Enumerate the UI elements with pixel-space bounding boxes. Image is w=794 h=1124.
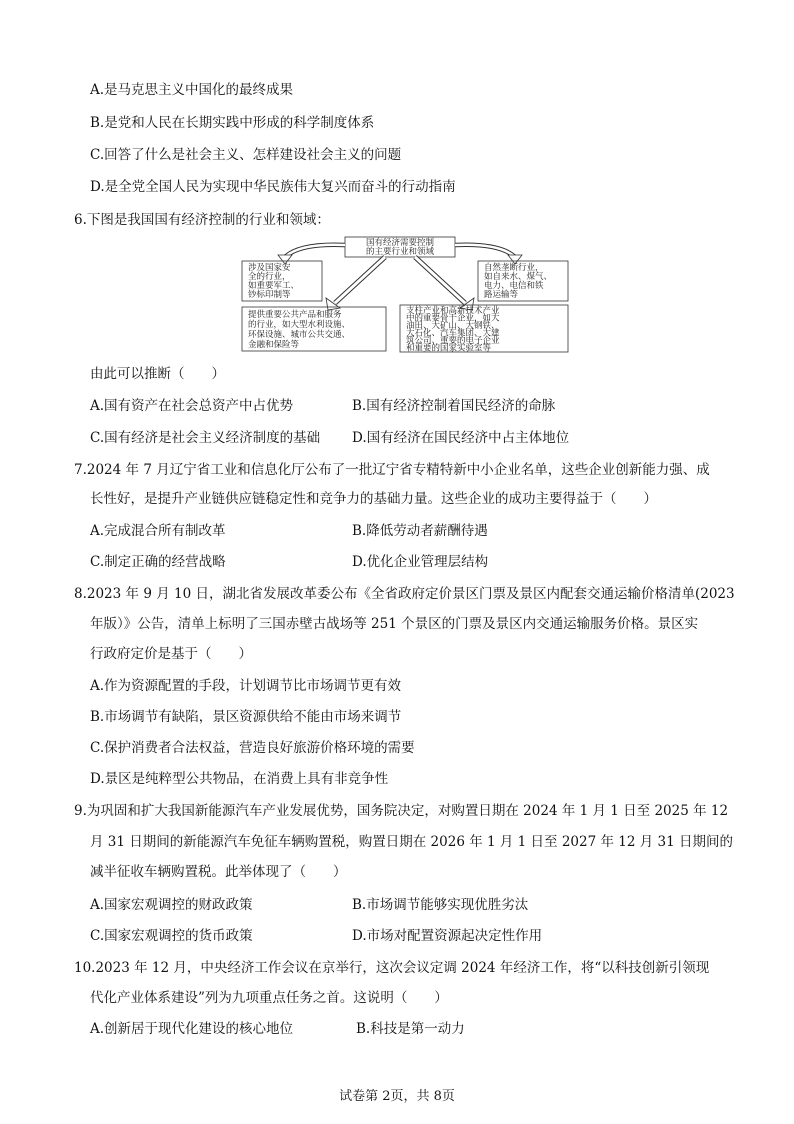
diagram-bottom-left-line3: 环保设施、城市公共交通、 [248,330,351,340]
q7-line2: 长性好，是提升产业链供应链稳定性和竞争力的基础力量。这些企业的成功主要得益于（ ） [90,491,657,507]
q8-option-a: A.作为资源配置的手段，计划调节比市场调节更有效 [90,678,402,694]
q6-option-b: B.国有经济控制着国民经济的命脉 [352,398,556,414]
diagram-left-line4: 钞标印制等 [248,290,291,300]
q7-option-a: A.完成混合所有制改革 [90,523,226,539]
q9-option-a: A.国家宏观调控的财政政策 [90,897,253,913]
diagram-bottom-right-line2: 中的重要骨干企业，如大 [406,313,500,324]
q7-option-b: B.降低劳动者薪酬待遇 [352,523,488,539]
q8-line1: 8.2023 年 9 月 10 日，湖北省发展改革委公布《全省政府定价景区门票及景区内配套交通运输价格清单(2023 [74,586,735,602]
q5-option-c: C.回答了什么是社会主义、怎样建设社会主义的问题 [90,147,402,163]
q9-line3: 减半征收车辆购置税。此举体现了（ ） [90,864,347,880]
q5-option-a: A.是马克思主义中国化的最终成果 [90,82,294,98]
q10-option-b: B.科技是第一动力 [356,1021,465,1037]
diagram-bottom-right-line5: 筑公司、重要的电子企业 [406,336,500,346]
diagram-bottom-right-line6: 和重要的国家实验室等 [406,343,492,353]
diagram-right-line1: 自然垄断行业， [484,263,544,273]
q8-line2: 年版）》公告，清单上标明了三国赤壁古战场等 251 个景区的门票及景区内交通运输服务价格。景区实 [90,616,699,632]
q8-line3: 行政府定价是基于（ ） [90,646,252,662]
q6-stem: 6.下图是我国国有经济控制的行业和领域： [74,212,330,228]
q9-option-d: D.市场对配置资源起决定性作用 [352,928,543,944]
arrow-down-right-inner [415,257,465,303]
q9-option-b: B.市场调节能够实现优胜劣汰 [352,897,529,913]
q9-option-c: C.国家宏观调控的货币政策 [90,928,253,944]
diagram-right-line3: 电力、电信和铁 [484,281,544,291]
q5-option-d: D.是全党全国人民为实现中华民族伟大复兴而奋斗的行动指南 [90,179,456,195]
q6-ask: 由此可以推断（ ） [90,366,225,382]
q10-line2: 代化产业体系建设”列为九项重点任务之首。这说明（ ） [90,990,448,1006]
diagram-bottom-left-line1: 提供重要公共产品和服务 [248,310,342,320]
diagram-left-line1: 涉及国家安 [248,263,291,273]
diagram-bottom-left-line2: 的行业，如大型水利设施、 [248,320,351,330]
q10-line1: 10.2023 年 12 月，中央经济工作会议在京举行，这次会议定调 2024 年经济工作，将“以科技创新引领现 [74,960,710,976]
diagram-left-line2: 全的行业， [248,272,291,282]
arrow-down-left-inner [335,257,385,303]
q9-line1: 9.为巩固和扩大我国新能源汽车产业发展优势，国务院决定，对购置日期在 2024 年 1 月 1 日至 2025 年 12 [74,803,729,819]
diagram-top-line2: 的主要行业和领域 [365,247,435,257]
q7-option-c: C.制定正确的经营战略 [90,554,226,570]
q6-option-d: D.国有经济在国民经济中占主体地位 [352,430,570,446]
diagram-right-line2: 如自来水、煤气、 [484,272,553,282]
diagram-bottom-left-line4: 金融和保险等 [248,340,300,350]
q9-line2: 月 31 日期间的新能源汽车免征车辆购置税，购置日期在 2026 年 1 月 1 日至 2027 年 12 月 31 日期间的 [90,834,734,850]
diagram-left-line3: 如重要军工、 [248,281,300,291]
q8-option-b: B.市场调节有缺陷，景区资源供给不能由市场来调节 [90,709,402,725]
q6-option-c: C.国有经济是社会主义经济制度的基础 [90,430,321,446]
q7-option-d: D.优化企业管理层结构 [352,554,489,570]
q8-option-c: C.保护消费者合法权益，营造良好旅游价格环境的需要 [90,740,415,756]
q6-diagram [240,235,570,353]
q7-line1: 7.2024 年 7 月辽宁省工业和信息化厅公布了一批辽宁省专精特新中小企业名单，这些企业创新能力强、成 [74,462,710,478]
q10-option-a: A.创新居于现代化建设的核心地位 [90,1021,294,1037]
q6-option-a: A.国有资产在社会总资产中占优势 [90,398,294,414]
q5-option-b: B.是党和人民在长期实践中形成的科学制度体系 [90,115,375,131]
page-footer: 试卷第 2页，共 8页 [339,1089,455,1104]
diagram-bottom-right-line1: 支柱产业和高新技术产业 [406,306,500,316]
diagram-right-line4: 路运输等 [484,290,519,300]
q8-option-d: D.景区是纯粹型公共物品，在消费上具有非竞争性 [90,771,389,787]
diagram-top-line1: 国有经济需要控制 [365,238,435,248]
diagram-bottom-right-line4: 大石化、汽车集团、大建 [406,328,500,339]
diagram-bottom-right-line3: 油田、大矿山、大钢铁、 [406,321,500,331]
